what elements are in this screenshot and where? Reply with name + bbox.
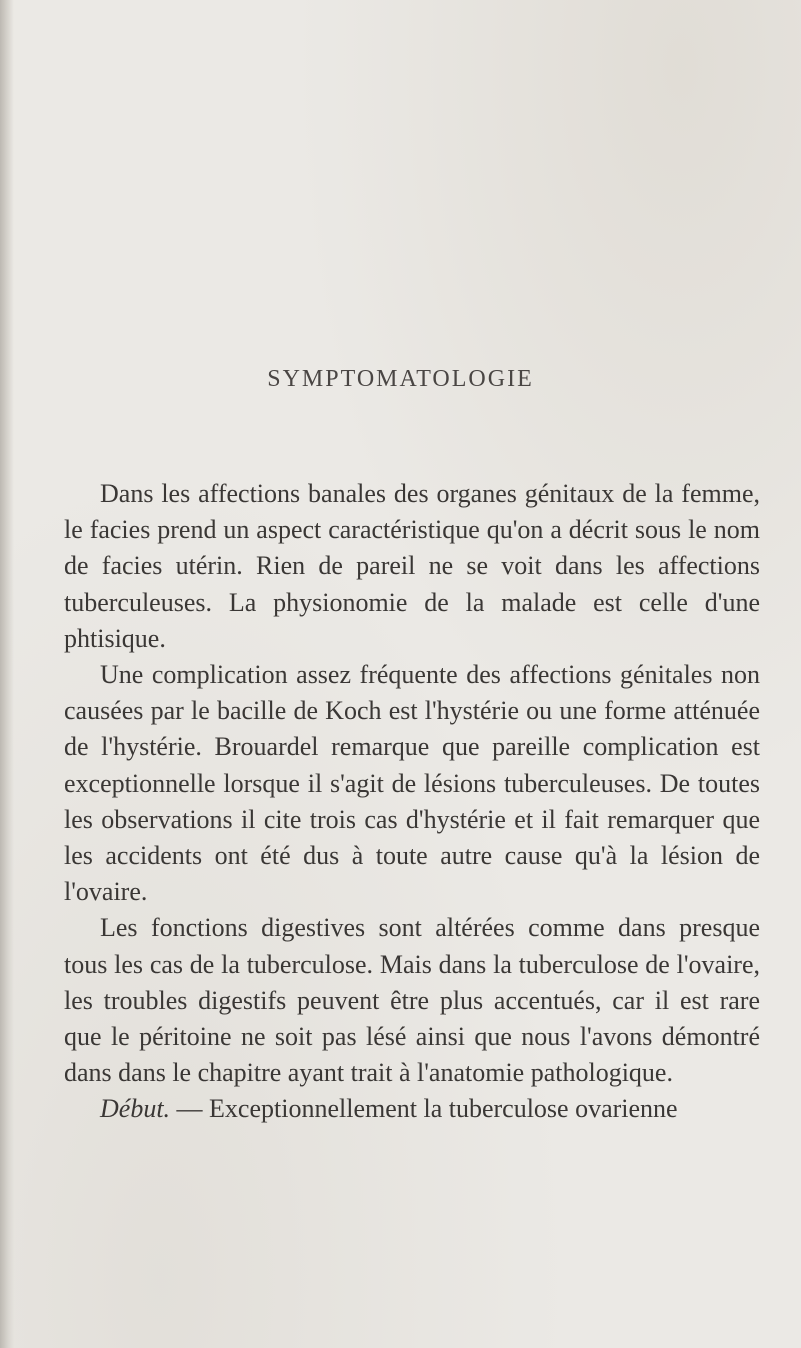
paragraph-debut — [64, 1091, 760, 1127]
paragraph-digestive: Les fonctions digestives sont altérées comme dans presque tous les cas de la tuberculose. Mais dans la tuberculose de l'ovaire, les troubles digestifs peuvent être plus accentués, car il est rare que le péritoine ne soit pas lésé ainsi que nous l'avons démontré dans dans le chapitre ayant trait à l'anatomie pathologique. — [64, 913, 760, 1088]
paragraph-hysteria: Une complication assez fréquente des affections génitales non causées par le bacille de Koch est l'hystérie ou une forme atténuée de l'hystérie. Brouardel remarque que pareille complication est exceptionnelle lorsque il s'agit de lésions tuberculeuses. De toutes les observations il cite trois cas d'hystérie et il fait remarquer que les accidents ont été dus à toute autre cause qu'à la lésion de l'ovaire. — [64, 660, 760, 907]
paragraph-facies: Dans les affections banales des organes génitaux de la femme, le facies prend un aspect caractéristique qu'on a décrit sous le nom de facies utérin. Rien de pareil ne se voit dans les affections tuberculeuses. La physionomie de la malade est celle d'une phtisique. — [64, 479, 760, 653]
running-head: SYMPTOMATOLOGIE — [267, 366, 534, 392]
body-text — [64, 476, 760, 1128]
paragraph-debut-text: — Exceptionnellement la tuberculose ovarienne — [170, 1094, 678, 1124]
section-title-debut: Début. — [100, 1094, 171, 1124]
binding-shadow — [0, 0, 14, 1348]
